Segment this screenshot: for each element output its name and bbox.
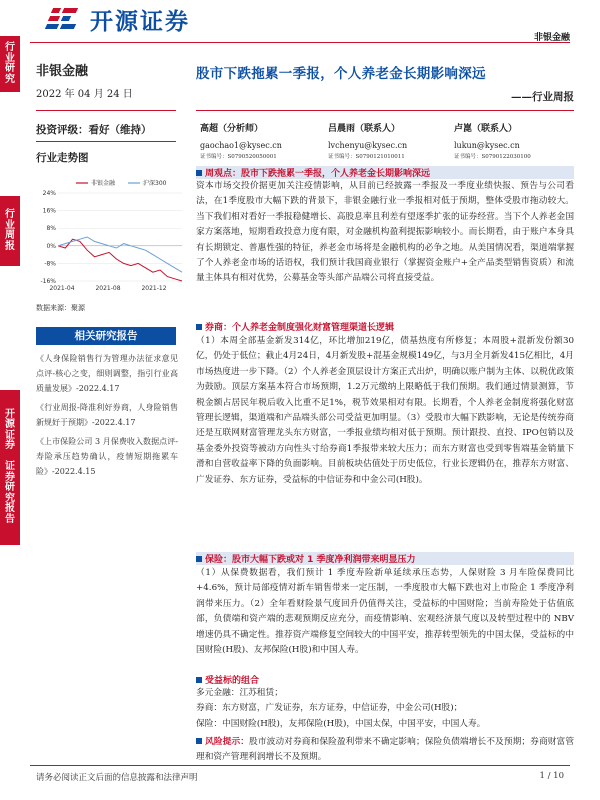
band-char: 业	[5, 52, 15, 64]
band-char: 券	[5, 440, 15, 452]
x-tick-label: 2021-04	[49, 285, 75, 292]
analyst-cert: 证书编号：S0790520050001	[200, 154, 277, 160]
side-band-industry-research	[0, 36, 20, 92]
header-rule	[30, 42, 570, 43]
related-reports-list	[36, 351, 178, 483]
band-char: 研	[5, 63, 15, 74]
bullet-square-icon	[196, 677, 202, 683]
report-subtitle: ——行业周报	[511, 91, 574, 103]
band-char: 告	[5, 513, 15, 525]
section-paragraph: （1）从保费数据看，我们预计 1 季度寿险新单延续承压态势，人保财险 3 月车险保费同比+4.6%，预计局部疫情对新车销售带来一定压制，一季度股市大幅下跌也对上市险企 1 季度净利润带来压力。（2）全年看财险景气度回升仍值得关注，受益标的中国财险；当前寿险处于估值底部，负债端和资产端的悲观预期反应充分，而疫情影响、宏观经济景气度以及转型过程中的 NBV 增速仍具不确定性。推荐资产端修复空间较大的中国平安，推荐转型领先的中国太保，受益标的中国财险(H股)、友邦保险(H股)和中国人寿。	[196, 568, 574, 656]
analyst-card	[454, 123, 584, 162]
data-source: 数据来源：聚源	[36, 304, 85, 312]
band-char: 究	[5, 73, 15, 85]
analyst-cert: 证书编号：S0790121010011	[328, 154, 405, 160]
logo-text: 开源证券	[90, 8, 190, 35]
divider	[36, 141, 176, 142]
analyst-email[interactable]: lvchenyu@kysec.cn	[328, 141, 408, 150]
report-date: 2022 年 04 月 24 日	[36, 89, 133, 100]
analyst-block	[196, 123, 574, 163]
report-title: 股市下跌拖累一季报，个人养老金长期影响深远	[196, 66, 486, 82]
analyst-card	[328, 123, 458, 162]
footer-disclaimer[interactable]: 请务必阅读正文后面的信息披露和法律声明	[36, 773, 198, 783]
x-tick-label: 2021-08	[95, 285, 121, 292]
page-number: 1 / 10	[539, 771, 564, 781]
band-char: 证	[5, 429, 15, 441]
analyst-email[interactable]: gaochao1@kysec.cn	[200, 141, 282, 150]
band-char: 报	[5, 503, 15, 515]
company-logo	[46, 6, 190, 35]
section-paragraph: 资本市场交投价据更加关注疫情影响，从目前已经披露一季报及一季度业绩快报、预告与公司看法，在1季度股市大幅下跌的背景下，非银金融行业一季报相对低于预期，整体受股市拖动较大。当下我们相对看好一季报稳健增长、高股息率且利差有望逐季扩张的证券经营。当下个人养老金国家方案落地，短期看政投意力度有限，对金融机构盈利提振影响较小。而长期看，由于账户本身具有长期锁定、普惠性强的特征，养老金市场将是金融机构的必争之地。从美国情况看，渠道端掌握了个人养老金市场的话语权，我们预计我国商业银行（掌握资金账户+全产品类型销售资质）和流量主体具有相对优势，公募基金等头部产品端公司将直接受益。	[196, 181, 574, 284]
section-heading-insurance: 保险：股市大幅下跌或对 1 季度净利润带来明显压力	[196, 552, 574, 565]
bullet-square-icon	[196, 738, 202, 744]
divider	[36, 110, 176, 111]
band-char: 证	[5, 461, 15, 473]
logo-mark-icon	[46, 6, 84, 32]
bullet-square-icon	[196, 170, 202, 176]
divider	[196, 110, 574, 111]
investment-rating: 投资评级：看好（维持）	[36, 124, 152, 136]
legend-label: 沪深300	[143, 180, 167, 187]
y-tick-label: -8%	[44, 260, 56, 268]
analyst-email[interactable]: lukun@kysec.cn	[454, 141, 520, 150]
related-report-item[interactable]: 《上市保险公司 3 月保费收入数据点评-寿险承压趋势确认，疫情短期拖累车险》-2022.4.15	[36, 437, 178, 476]
y-tick-label: 16%	[42, 207, 56, 215]
related-report-item[interactable]: 《行业周报-降准利好券商，人身险销售新规好于预期》-2022.4.17	[36, 403, 178, 427]
band-char: 报	[5, 240, 15, 252]
bullet-square-icon	[196, 556, 202, 562]
risk-text: 股市波动对券商和保险盈利带来不确定影响；保险负债端增长不及预期；券商财富管理和资产管理利润增长不及预期。	[196, 737, 575, 763]
analyst-cert: 证书编号：S0790122030100	[454, 154, 531, 160]
sector-name: 非银金融	[36, 64, 89, 79]
band-char: 行	[5, 209, 15, 220]
band-char: 行	[5, 42, 15, 53]
y-tick-label: -16%	[40, 278, 56, 285]
header-sector-tag: 非银金融	[533, 33, 570, 43]
section-paragraph: 多元金融：江苏租赁； 券商：东方财富，广发证券，东方证券，中信证券，中金公司(H股)； 保险：中国财险(H股)，友邦保险(H股)，中国太保，中国平安，中国人寿。	[196, 688, 486, 729]
analyst-name: 高超（分析师）	[200, 124, 264, 134]
section-paragraph: （1）本周全部基金新发314亿，环比增加219亿，债基热度有所修复；本周股+混新发份额30亿，仍处于低位；截止4月24日，4月新发股+混基金规模149亿，与3月全月新发415亿相比，4月市场热度进一步下降。（2）个人养老金顶层设计方案正式出炉，明确以账户制为主体、以税优政策为鼓励。顶层方案基本符合市场预期，1.2万元缴纳上限略低于我们预期。我们通过情景测算，节税金额占居民年税后收入比重不足1%，税节效果相对有限。长期看，个人养老金制度将强化财富管理长逻辑，渠道端和产品端头部公司受益更加明显。（3）受股市大幅下跌影响，无论是传统券商还是互联网财富管理龙头东方财富，一季报业绩均相对低于预期。预计跟投、直投、IPO包销以及基金委外投资等被动方向性头寸给券商1季报带来较大压力；而东方财富也受到零售端基金销量下滑和自营收益率下降的负面影响。目前板块估值处于历史低位，行业长逻辑仍在，推荐东方财富、广发证券、东方证券，受益标的中信证券和中金公司(H股)。	[196, 336, 574, 485]
side-band-securities-report	[0, 390, 20, 545]
analyst-name: 吕晨雨（联系人）	[328, 124, 401, 134]
legend-label: 非银金融	[91, 180, 116, 187]
band-char: 开	[5, 408, 15, 420]
related-reports-header: 相关研究报告	[36, 327, 176, 345]
bullet-square-icon	[196, 324, 202, 330]
band-char: 券	[5, 471, 15, 483]
side-band-weekly-report	[0, 196, 20, 266]
y-tick-label: 8%	[46, 225, 56, 233]
section-heading-beneficiary-portfolio: 受益标的组合	[196, 673, 574, 686]
section-heading-brokerage: 券商：个人养老金制度强化财富管理渠道长逻辑	[196, 320, 574, 333]
series-line-沪深300	[58, 237, 182, 272]
industry-trend-chart	[36, 177, 186, 295]
y-tick-label: 24%	[42, 190, 56, 197]
band-char: 周	[5, 230, 15, 241]
footer-rule	[30, 765, 570, 766]
section-heading-weekly-view: 周观点：股市下跌拖累一季报，个人养老金长期影响深远	[196, 166, 574, 179]
band-char: 业	[5, 219, 15, 231]
risk-label: 风险提示：	[205, 737, 250, 747]
analyst-name: 卢崑（联系人）	[454, 124, 518, 134]
trend-chart-title: 行业走势图	[36, 152, 89, 164]
band-char: 研	[5, 482, 15, 494]
related-report-item[interactable]: 《人身保险销售行为管理办法征求意见点评-核心之变，细则调整，指引行业高质量发展》-2022.4.17	[36, 354, 178, 393]
band-char: 究	[5, 492, 15, 504]
analyst-card	[200, 123, 330, 162]
x-tick-label: 2021-12	[141, 285, 167, 292]
y-tick-label: 0%	[46, 242, 56, 250]
risk-warning	[196, 735, 574, 766]
band-char: 源	[5, 419, 15, 431]
